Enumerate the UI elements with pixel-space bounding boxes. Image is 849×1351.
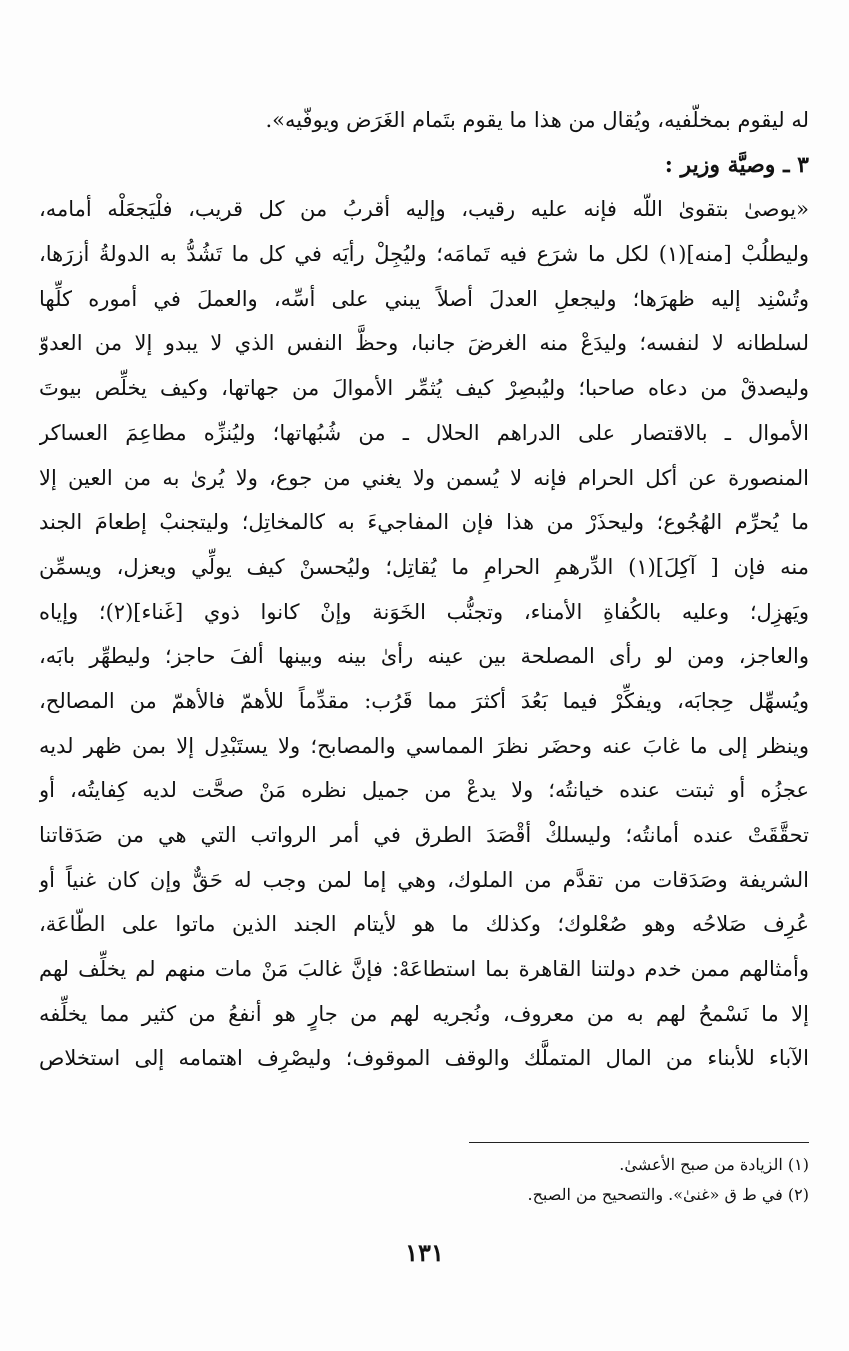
footnote-divider [469, 1142, 809, 1143]
text-line: وليطلُبْ [منه](١) لكل ما شرَع فيه تَمامَه؛ وليُجِلْ رأيَه في كل ما تَشُدُّ به الدولةُ أزرَها، [39, 242, 809, 267]
text-line: والعاجز، ومن لو رأى المصلحة بين عينه رأىٰ بينه وبينها ألفَ حاجز؛ وليطهِّر بابَه، [39, 644, 809, 669]
text-line: المنصورة عن أكل الحرام فإنه لا يُسمن ولا يغني من جوع، ولا يُرىٰ به من العين إلا [39, 465, 809, 490]
text-line: وينظر إلى ما غابَ عنه وحضَر نظرَ المماسي والمصابح؛ ولا يستَبْدِل إلا بمن ظهر لديه [39, 733, 809, 758]
text-line: عُرِف صَلاحُه وهو صُعْلوك؛ وكذلك ما هو لأيتام الجند الذين ماتوا على الطّاعَة، [39, 912, 809, 937]
footnotes [39, 1150, 809, 1210]
text-line: عجزُه أو ثبتت عنده خيانتُه؛ ولا يدعْ من جميل نظره مَنْ صحَّت لديه كِفايتُه، أو [39, 778, 809, 803]
text-line: وتُسْنِد إليه ظهرَها؛ وليجعلِ العدلَ أصلاً يبني على أسِّه، والعملَ في أموره كلِّها [39, 286, 809, 311]
text-line: الشريفة وصَدَقات من تقدَّم من الملوك، وهي إما لمن وجب له حَقٌّ وإن كان غنياً أو [39, 867, 809, 892]
text-line: ويَهزِل؛ وعليه بالكُفاةِ الأمناء، وتجنُّب الخَوَنة وإنْ كانوا ذوي [غَناء](٢)؛ وإياه [39, 599, 809, 624]
text-line: «يوصىٰ بتقوىٰ اللّه فإنه عليه رقيب، وإليه أقربُ من كل قريب، فلْيَجعَلْه أمامه، [39, 197, 809, 222]
text-line: له ليقوم بمخلّفيه، ويُقال من هذا ما يقوم بتَمام الغَرَض ويوفّيه». [265, 108, 809, 132]
text-line: وليصدقْ من دعاه صاحبا؛ وليُبصِرْ كيف يُثمِّر الأموالَ من جهاتها، وكيف يخلِّص بيوتَ [39, 376, 809, 401]
text-line: وأمثالهم ممن خدم دولتنا القاهرة بما استطاعَهْ: فإنَّ غالبَ مَنْ مات منهم لم يخلِّف لهم [39, 957, 809, 982]
section-heading: ٣ ـ وصيَّة وزير : [664, 151, 809, 178]
text-line: الأموال ـ بالاقتصار على الدراهم الحلال ـ من شُبُهاتها؛ وليُنزِّه مطاعِمَ العساكر [39, 420, 809, 445]
footnote: (٢) في ط ق «غنىٰ». والتصحيح من الصبح. [527, 1185, 809, 1204]
text-line: لسلطانه لا لنفسه؛ وليدَعْ منه الغرضَ جانبا، وحظَّ النفس الذي لا يبدو إلا من العدوّ [39, 331, 809, 356]
text-line: تحقَّقَتْ عنده أمانتُه؛ وليسلكْ أقْصَدَ الطرق في أمر الرواتب التي هي من صَدَقاتنا [39, 823, 809, 847]
text-line: الآباء للأبناء من المال المتملَّك والوقف الموقوف؛ وليصْرِف اهتمامه إلى استخلاص [39, 1046, 809, 1071]
page-number: ١٣١ [405, 1238, 444, 1267]
text-line: ما يُحرِّم الهُجُوع؛ وليحذَرْ من هذا فإن المفاجيءَ به كالمخاتِل؛ وليتجنبْ إطعامَ الجند [39, 510, 809, 535]
footnote: (١) الزيادة من صبح الأعشىٰ. [619, 1155, 809, 1174]
text-line: إلا ما نَسْمحُ لهم به من معروف، ونُجريه لهم من جارٍ هو أنفعُ من كثير مما يخلِّفه [39, 1001, 809, 1026]
main-text [39, 98, 809, 1081]
text-line: ويُسهِّل حِجابَه، ويفكِّرْ فيما بَعُدَ أكثرَ مما قَرُب: مقدِّماً للأهمّ فالأهمّ من المصالح، [39, 688, 809, 713]
text-line: منه فإن [ آكِلَ](١) الدِّرهمِ الحرامِ ما يُقاتِل؛ وليُحسنْ كيف يولِّي ويعزل، ويسمِّن [39, 554, 809, 579]
